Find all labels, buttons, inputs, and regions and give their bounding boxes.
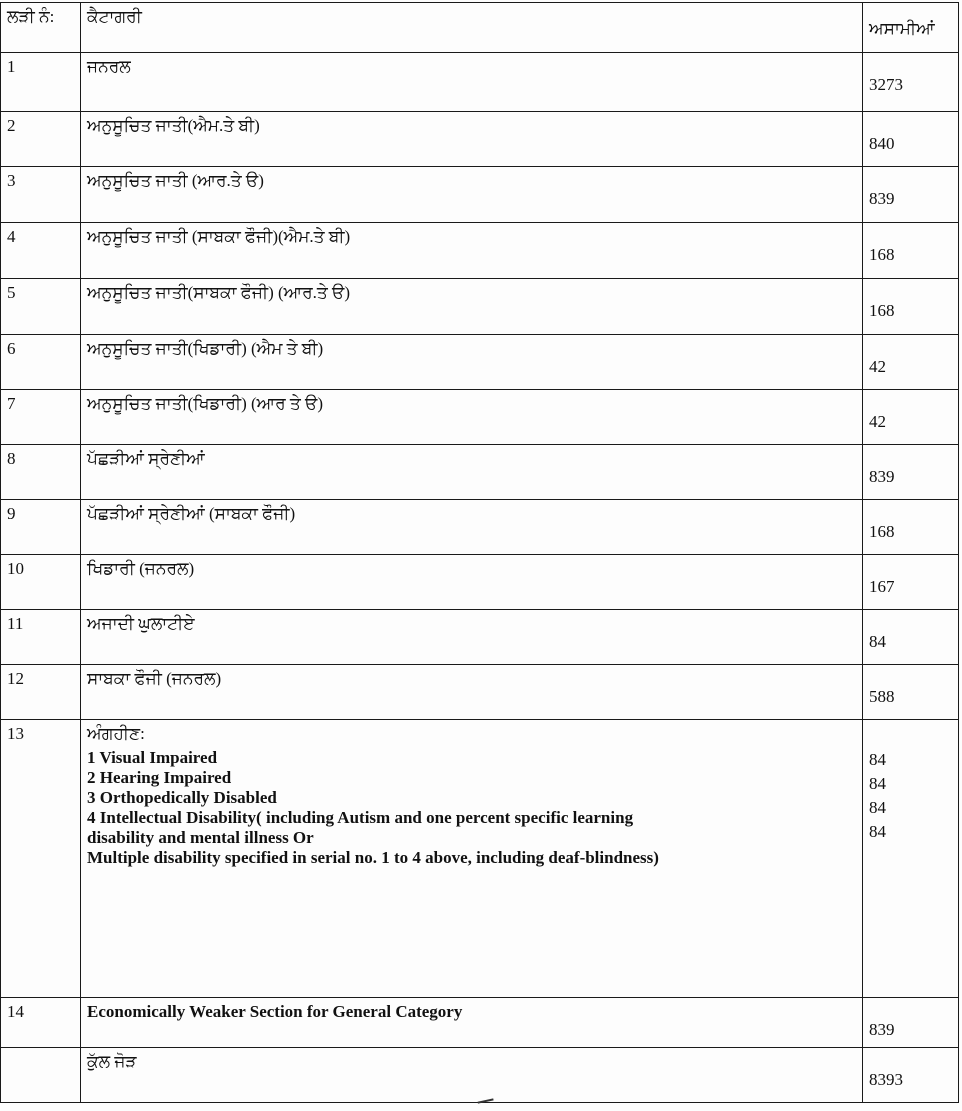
- row-category: ਅਜਾਦੀ ਘੁਲਾਟੀਏ: [81, 610, 863, 665]
- table-row: [1, 445, 959, 500]
- row-serial: 11: [1, 610, 81, 665]
- row-category-ews: Economically Weaker Section for General Category: [81, 998, 863, 1048]
- disabled-heading: ਅੰਗਹੀਣ:: [87, 724, 145, 743]
- table-row: [1, 223, 959, 279]
- row-posts: 168: [863, 500, 959, 555]
- disabled-counts: [869, 748, 952, 844]
- table-row-disabled: [1, 720, 959, 998]
- table-row-ews: [1, 998, 959, 1048]
- row-category: ਪੱਛੜੀਆਂ ਸ੍ਰੇਣੀਆਂ (ਸਾਬਕਾ ਫੌਜੀ): [81, 500, 863, 555]
- table-row: [1, 335, 959, 390]
- sub-item-visual: 1 Visual Impaired: [87, 748, 218, 767]
- row-category: ਅਨੁਸੂਚਿਤ ਜਾਤੀ(ਸਾਬਕਾ ਫੌਜੀ) (ਆਰ.ਤੇ ੳ): [81, 279, 863, 335]
- row-serial: 5: [1, 279, 81, 335]
- table-row: [1, 610, 959, 665]
- row-posts: 84: [863, 610, 959, 665]
- table-row: [1, 112, 959, 167]
- row-serial: 12: [1, 665, 81, 720]
- row-serial: 6: [1, 335, 81, 390]
- header-serial: ਲੜੀ ਨੰ:: [1, 3, 81, 53]
- row-posts: 168: [863, 223, 959, 279]
- sub-item-intellectual: 4 Intellectual Disability( including Autism and one percent specific learning: [87, 808, 634, 827]
- row-posts-disabled: [863, 720, 959, 998]
- table-header-row: [1, 3, 959, 53]
- row-category: ਜਨਰਲ: [81, 53, 863, 112]
- row-posts: 588: [863, 665, 959, 720]
- sub-note-line-2: Multiple disability specified in serial no. 1 to 4 above, including deaf-blindness): [87, 848, 659, 867]
- header-posts: ਅਸਾਮੀਆਂ: [863, 3, 959, 53]
- row-serial: 14: [1, 998, 81, 1048]
- row-serial: 1: [1, 53, 81, 112]
- category-posts-table: [0, 2, 959, 1103]
- sub-item-orthopedic: 3 Orthopedically Disabled: [87, 788, 277, 807]
- total-serial: [1, 1048, 81, 1103]
- row-serial: 9: [1, 500, 81, 555]
- row-category: ਪੱਛੜੀਆਂ ਸ੍ਰੇਣੀਆਂ: [81, 445, 863, 500]
- table-row: [1, 53, 959, 112]
- row-posts: 839: [863, 167, 959, 223]
- table-row: [1, 500, 959, 555]
- row-posts: 839: [863, 445, 959, 500]
- header-category: ਕੈਟਾਗਰੀ: [81, 3, 863, 53]
- total-label: ਕੁੱਲ ਜੋੜ: [81, 1048, 863, 1103]
- row-posts: 3273: [863, 53, 959, 112]
- row-category-disabled: [81, 720, 863, 998]
- row-serial: 10: [1, 555, 81, 610]
- count-intellectual: 84: [869, 822, 886, 841]
- row-serial: 4: [1, 223, 81, 279]
- table-row: [1, 279, 959, 335]
- count-visual: 84: [869, 750, 886, 769]
- sub-note-line-1: disability and mental illness Or: [87, 828, 314, 847]
- row-category: ਖਿਡਾਰੀ (ਜਨਰਲ): [81, 555, 863, 610]
- row-posts: 42: [863, 390, 959, 445]
- row-serial: 7: [1, 390, 81, 445]
- table-row: [1, 665, 959, 720]
- count-hearing: 84: [869, 774, 886, 793]
- row-posts: 840: [863, 112, 959, 167]
- row-posts: 167: [863, 555, 959, 610]
- disabled-sublist: [87, 748, 856, 868]
- count-orthopedic: 84: [869, 798, 886, 817]
- row-serial: 3: [1, 167, 81, 223]
- row-serial: 13: [1, 720, 81, 998]
- row-category: ਅਨੁਸੂਚਿਤ ਜਾਤੀ(ਐਮ.ਤੇ ਬੀ): [81, 112, 863, 167]
- row-category: ਅਨੁਸੂਚਿਤ ਜਾਤੀ (ਆਰ.ਤੇ ੳ): [81, 167, 863, 223]
- table-row: [1, 390, 959, 445]
- table-row-total: [1, 1048, 959, 1103]
- row-posts: 168: [863, 279, 959, 335]
- row-serial: 8: [1, 445, 81, 500]
- row-posts-ews: 839: [863, 998, 959, 1048]
- table-row: [1, 555, 959, 610]
- row-serial: 2: [1, 112, 81, 167]
- table-row: [1, 167, 959, 223]
- row-category: ਅਨੁਸੂਚਿਤ ਜਾਤੀ(ਖਿਡਾਰੀ) (ਐਮ ਤੇ ਬੀ): [81, 335, 863, 390]
- row-category: ਅਨੁਸੂਚਿਤ ਜਾਤੀ (ਸਾਬਕਾ ਫੌਜੀ)(ਐਮ.ਤੇ ਬੀ): [81, 223, 863, 279]
- row-category: ਸਾਬਕਾ ਫੌਜੀ (ਜਨਰਲ): [81, 665, 863, 720]
- sub-item-hearing: 2 Hearing Impaired: [87, 768, 232, 787]
- row-posts: 42: [863, 335, 959, 390]
- total-posts: 8393: [863, 1048, 959, 1103]
- row-category: ਅਨੁਸੂਚਿਤ ਜਾਤੀ(ਖਿਡਾਰੀ) (ਆਰ ਤੇ ੳ): [81, 390, 863, 445]
